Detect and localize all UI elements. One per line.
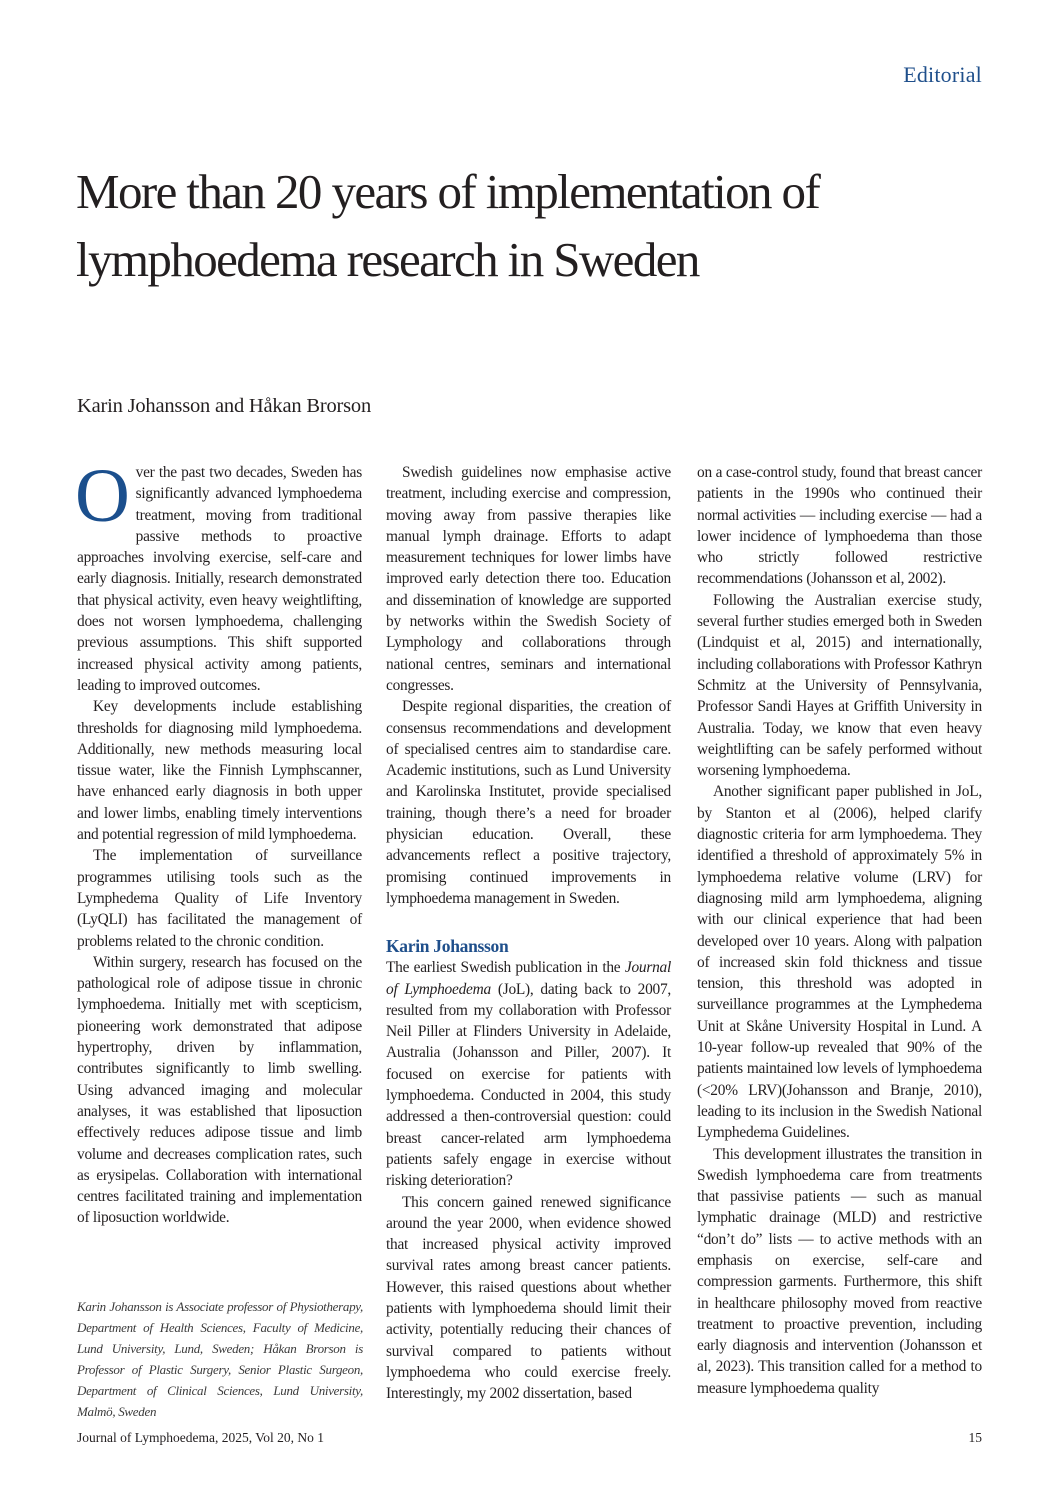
paragraph-text: ver the past two decades, Sweden has significantly advanced lymphoedema treatment, moving from traditional passive methods to proactive approaches involving exercise, self-care and early diagnosis. Initially, research demonstrated that physical activity, even heavy weightlifting, does not worsen lymphoedema, challenging previous assumptions. This shift supported increased physical activity among patients, leading to improved outcomes. <box>77 464 362 694</box>
paragraph: Within surgery, research has focused on the pathological role of adipose tissue in chronic lymphoedema. Initially met with scepticism, pioneering work demonstrated that adipose hypertrophy, driven by inflammation, contributes significantly to limb swelling. Using advanced imaging and molecular analyses, it was established that liposuction effectively reduces adipose tissue and limb volume and decreases complication rates, such as erysipelas. Collaboration with international centres facilitated training and implementation of liposuction worldwide. <box>77 953 362 1227</box>
article-authors: Karin Johansson and Håkan Brorson <box>77 395 372 417</box>
paragraph: This development illustrates the transition in Swedish lymphoedema care from treatments that passivise patients — such as manual lymphatic drainage (MLD) and restrictive “don’t do” lists — to active methods with an emphasis on exercise, self-care and compression garments. Furthermore, this shift in healthcare philosophy moved from reactive treatment to proactive prevention, including early diagnosis and intervention (Johansson et al, 2023). This transition called for a method to measure lymphoedema quality <box>697 1145 982 1397</box>
paragraph: Key developments include establishing thresholds for diagnosing mild lymphoedema. Additionally, new methods measuring local tissue water, like the Finnish Lymphscanner, have enhanced early diagnosis in both upper and lower limbs, enabling timely interventions and potential regression of mild lymphoedema. <box>77 698 362 844</box>
paragraph: The implementation of surveillance programmes utilising tools such as the Lymphedema Quality of Life Inventory (LyQLI) has facilitated the management of problems related to the chronic condition. <box>77 847 362 950</box>
text-column-2 <box>386 462 671 1404</box>
paragraph: Despite regional disparities, the creation of consensus recommendations and development of specialised centres aim to standardise care. Academic institutions, such as Lund University and Karolinska Institutet, provide specialised training, though there’s a need for broader physician education. Overall, these advancements reflect a positive trajectory, promising continued improvements in lymphoedema management in Sweden. <box>386 698 671 907</box>
paragraph: on a case-control study, found that breast cancer patients in the 1990s who continued their normal activities — including exercise — had a lower incidence of lymphoedema than those who strictly followed restrictive recommendations (Johansson et al, 2002). <box>697 464 982 588</box>
text-column-1 <box>75 454 362 1229</box>
paragraph-text: (JoL), dating back to 2007, resulted from my collaboration with Professor Neil Piller at Flinders University in Adelaide, Australia (Johansson and Piller, 2007). It focused on exercise for patients with lymphoedema. Conducted in 2004, this study addressed a then-controversial question: could breast cancer-related arm lymphoedema patients safely engage in exercise without risking deterioration? <box>386 980 672 1190</box>
section-subheading: Karin Johansson <box>386 936 509 957</box>
paragraph-text: The earliest Swedish publication in the <box>386 959 625 977</box>
paragraph <box>386 957 671 1191</box>
paragraph: Another significant paper published in JoL, by Stanton et al (2006), helped clarify diagnostic criteria for arm lymphoedema. They identified a threshold of approximately 5% in lymphoedema relative volume (LRV) for diagnosing mild arm lymphoedema, aligning with our clinical experience that had been developed over 10 years. Along with palpation of increased skin fold thickness and tissue tension, this threshold was adopted in surveillance programmes at the Lymphedema Unit at Skåne University Hospital in Lund. A 10-year follow-up revealed that 90% of the patients maintained low levels of lymphoedema (<20% LRV)(Johansson and Branje, 2010), leading to its inclusion in the Swedish National Lymphedema Guidelines. <box>697 783 982 1142</box>
page-number: 15 <box>968 1430 982 1445</box>
drop-cap: O <box>75 454 130 538</box>
article-title: More than 20 years of implementation of lymphoedema research in Sweden <box>76 164 820 287</box>
journal-citation: Journal of Lymphoedema, 2025, Vol 20, No 1 <box>77 1430 324 1445</box>
paragraph: Swedish guidelines now emphasise active treatment, including exercise and compression, moving away from passive therapies like manual lymph drainage. Efforts to adapt measurement techniques for lower limbs have improved early detection there too. Education and dissemination of knowledge are supported by networks within the Swedish Society of Lymphology and collaborations through national centres, seminars and international congresses. <box>386 464 671 694</box>
author-bio: Karin Johansson is Associate professor of Physiotherapy, Department of Health Sciences, Faculty of Medicine, Lund University, Lund, Sweden; Håkan Brorson is Professor of Plastic Surgery, Senior Plastic Surgeon, Department of Clinical Sciences, Lund University, Malmö, Sweden <box>77 1299 363 1419</box>
text-column-3 <box>697 462 982 1399</box>
journal-name: Journal of Lymphoedema <box>386 959 671 998</box>
paragraph <box>75 454 362 696</box>
section-label: Editorial <box>903 62 982 87</box>
paragraph: This concern gained renewed significance around the year 2000, when evidence showed that increased physical activity improved survival rates among breast cancer patients. However, this raised questions about whether patients with lymphoedema should limit their activity, potentially reducing their chances of survival compared to patients without lymphoedema who could exercise freely. Interestingly, my 2002 dissertation, based <box>386 1193 671 1403</box>
paragraph: Following the Australian exercise study, several further studies emerged both in Sweden (Lindquist et al, 2015) and internationally, including collaborations with Professor Kathryn Schmitz at the University of Pennsylvania, Professor Sandi Hayes at Griffith University in Australia. Today, we know that even heavy weightlifting can be safely performed without worsening lymphoedema. <box>697 591 982 780</box>
